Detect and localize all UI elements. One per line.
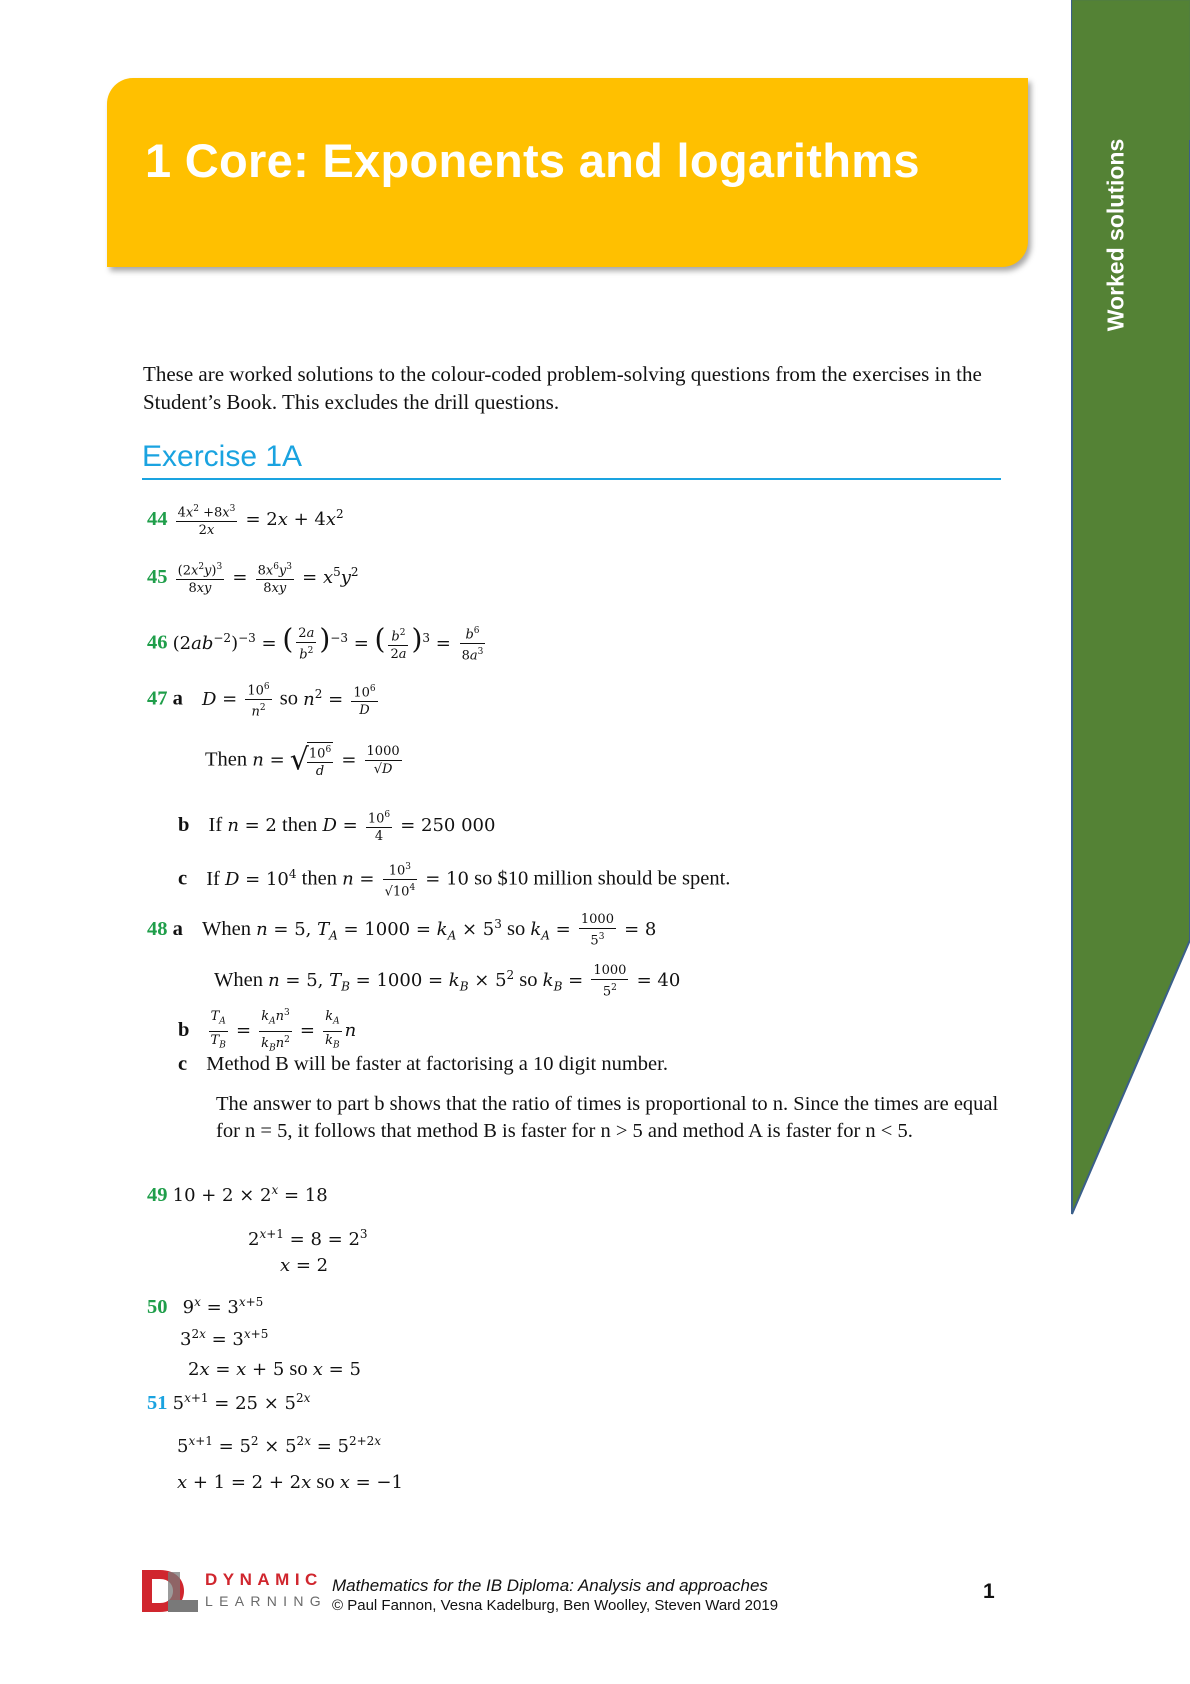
q50-line-3 <box>188 1357 361 1382</box>
q47a-line <box>147 680 381 720</box>
chapter-title: 1 Core: Exponents and logarithms <box>145 134 920 187</box>
q45-frac-2: $\frac{8x^6y^3}{8xy}$ <box>257 562 293 597</box>
q47a-eq-2: = <box>341 749 357 771</box>
q48a2-frac: $\frac{1000}{5^2}$ <box>593 963 627 1000</box>
q46-number: 46 <box>147 631 168 654</box>
q48a2-kb: $k_B$ = <box>542 970 584 994</box>
q49-line <box>147 1178 328 1208</box>
q51-line-3 <box>177 1470 403 1495</box>
q45-eq-1: = <box>232 567 248 588</box>
q49-expr-2: $2^{x+1} = 8 = 2^3$ <box>248 1227 368 1250</box>
q47a-n: n = <box>252 749 285 771</box>
q50-line <box>147 1290 263 1320</box>
q51-line-2 <box>177 1429 381 1459</box>
q51-result: x = −1 <box>339 1472 403 1493</box>
q47b-if: If <box>208 813 223 836</box>
q45-line <box>147 560 359 596</box>
q48b-frac-2: $\frac{k_An^3}{k_Bn^2}$ <box>261 1008 290 1054</box>
q47a-sqrt: √ <box>289 742 309 778</box>
q47c-if: If <box>206 867 220 890</box>
q47c-d: $D = 10^4$ <box>225 866 297 890</box>
q46-exp-1: $^{-3}$ = <box>330 630 375 654</box>
q46-paren-4: ) <box>411 622 423 656</box>
q48a-expr: n = 5, $T_A = 1000 = k_A \times 5^3$ <box>256 917 502 943</box>
q47a-eq: = <box>216 688 238 710</box>
q47c-result: = 10 <box>425 868 470 890</box>
q48c-method: Method B will be faster at factorising a 10 digit number. <box>206 1053 668 1075</box>
q46-paren-3: ( <box>374 622 386 656</box>
q46-paren-2: ) <box>319 622 331 656</box>
q50-expr-3: 2x = x + 5 <box>188 1359 285 1380</box>
q48b-frac-1: $\frac{T_A}{T_B}$ <box>210 1009 226 1051</box>
q51-line <box>147 1386 310 1416</box>
q47-part-c: c <box>178 867 188 890</box>
q47c-n: n = <box>342 868 375 890</box>
dynamic-learning-logo-icon <box>140 1568 202 1614</box>
q47-part-b: b <box>178 813 190 836</box>
q47a-frac-3: $\frac{10^6}{d}$ <box>307 742 333 779</box>
q48b-n: n <box>344 1020 357 1042</box>
q51-expr-2: $5^{x+1} = 5^2 \times 5^{2x} = 5^{2+2x}$ <box>177 1434 382 1457</box>
q47b-then: then <box>282 813 318 836</box>
q50-result: x = 5 <box>312 1359 361 1380</box>
q47b-result: = 250 000 <box>400 814 496 836</box>
q46-line <box>147 624 488 664</box>
chapter-banner <box>107 78 1028 267</box>
q47b-d: D = <box>322 814 358 836</box>
q51-expr-3: x + 1 = 2 + 2x <box>177 1472 312 1493</box>
q47c-then: then <box>301 867 337 890</box>
q47-part-a: a <box>172 687 183 710</box>
q44-number: 44 <box>147 508 168 530</box>
q47a-then-line <box>205 742 405 779</box>
q50-expr-2: $3^{2x} = 3^{x+5}$ <box>180 1327 269 1350</box>
q46-frac-2: $\frac{b^2}{2a}$ <box>390 627 407 662</box>
q47a-so: so <box>279 687 299 710</box>
q49-number: 49 <box>147 1184 168 1206</box>
q48a-line <box>147 912 656 948</box>
page-number: 1 <box>983 1580 995 1603</box>
q48a-ka: $k_A$ = <box>530 919 571 943</box>
q48b-eq-2: = <box>299 1020 316 1042</box>
q47a-frac-4: $\frac{1000}{√D}$ <box>366 744 400 778</box>
q48c-line <box>178 1052 668 1076</box>
q48b-line <box>178 1006 356 1057</box>
q47a-n2: $n^2$ = <box>303 686 344 710</box>
q49-expr-3: x = 2 <box>280 1255 329 1276</box>
book-title: Mathematics for the IB Diploma: Analysis and approaches <box>332 1576 768 1595</box>
logo-text-learning: LEARNING <box>205 1593 327 1609</box>
exercise-heading: Exercise 1A <box>142 440 303 473</box>
logo-text-dynamic: DYNAMIC <box>205 1570 323 1589</box>
q44-result: = $2x + 4x^2$ <box>245 507 344 530</box>
q47a-then: Then <box>205 748 248 771</box>
q48c-explanation: The answer to part b shows that the ratio of times is proportional to n. Since the times are equal for n = 5, it follows that method B is faster for n > 5 and method A is faster for n < 5. <box>216 1093 999 1142</box>
q48a-when: When <box>202 918 251 940</box>
q51-expr: $5^{x+1} = 25 \times 5^{2x}$ <box>172 1391 311 1414</box>
q48b-eq-1: = <box>235 1020 252 1042</box>
q47-number: 47 <box>147 687 168 710</box>
q47c-frac: $\frac{10^3}{√10^4}$ <box>384 862 416 900</box>
q50-expr: $9^x = 3^{x+5}$ <box>182 1295 264 1318</box>
q49-line-3 <box>280 1253 328 1278</box>
q46-exp-2: $^3$ = <box>422 630 457 654</box>
q49-line-2 <box>248 1222 368 1252</box>
q48a2-result: = 40 <box>636 970 681 991</box>
q47c-line <box>178 860 730 900</box>
q48-part-c: c <box>178 1053 188 1075</box>
q44-fraction: $\frac{4x^2 +8x^3}{2x}$ <box>177 504 236 539</box>
q50-line-2 <box>180 1322 268 1352</box>
q49-expr: $10 + 2 \times 2^x = 18$ <box>172 1183 328 1206</box>
q48-part-a: a <box>172 918 183 940</box>
q46-paren-1: ( <box>282 622 294 656</box>
q48a-frac: $\frac{1000}{5^3}$ <box>580 912 614 949</box>
q50-so: so <box>289 1358 308 1380</box>
q48-number: 48 <box>147 918 168 940</box>
q48-part-b: b <box>178 1019 190 1042</box>
worked-solutions-label: Worked solutions <box>1102 138 1129 332</box>
intro-text: These are worked solutions to the colour-coded problem-solving questions from the exercises in the Student’s Book. This excludes the drill questions. <box>143 362 982 414</box>
q45-frac-1: $\frac{(2x^2y)^3}{8xy}$ <box>177 562 223 597</box>
q48a2-so: so <box>519 969 538 991</box>
copyright-line: © Paul Fannon, Vesna Kadelburg, Ben Woolley, Steven Ward 2019 <box>332 1597 779 1614</box>
q51-number: 51 <box>147 1392 168 1414</box>
q47a-frac-2: $\frac{10^6}{D}$ <box>353 683 376 718</box>
q47b-frac: $\frac{10^6}{4}$ <box>367 810 391 845</box>
q50-number: 50 <box>147 1296 168 1318</box>
exercise-rule <box>142 478 1001 480</box>
q44-line <box>147 502 344 538</box>
q48a-result: = 8 <box>624 919 657 940</box>
q47a-d: D <box>202 688 217 710</box>
q48a-line-2 <box>214 963 680 999</box>
q47b-line <box>178 808 495 844</box>
q47a-frac-1: $\frac{10^6}{n^2}$ <box>247 682 270 720</box>
q46-frac-1: $\frac{2a}{b^2}$ <box>298 625 315 662</box>
q45-result: = $x^5y^2$ <box>302 565 359 588</box>
q45-number: 45 <box>147 566 168 588</box>
q48a2-expr: n = 5, $T_B = 1000 = k_B \times 5^2$ <box>268 968 515 994</box>
q48a-so: so <box>506 918 526 940</box>
q46-expr: $(2ab^{-2})^{-3}$ = <box>172 630 283 654</box>
q46-frac-3: $\frac{b^6}{8a^3}$ <box>461 626 484 664</box>
q48a2-when: When <box>214 969 263 991</box>
q51-so: so <box>316 1471 335 1493</box>
q47c-spent: so $10 million should be spent. <box>474 867 731 890</box>
q48b-frac-3: $\frac{k_A}{k_B}$ <box>325 1009 340 1051</box>
q47b-n: n = 2 <box>227 814 277 836</box>
